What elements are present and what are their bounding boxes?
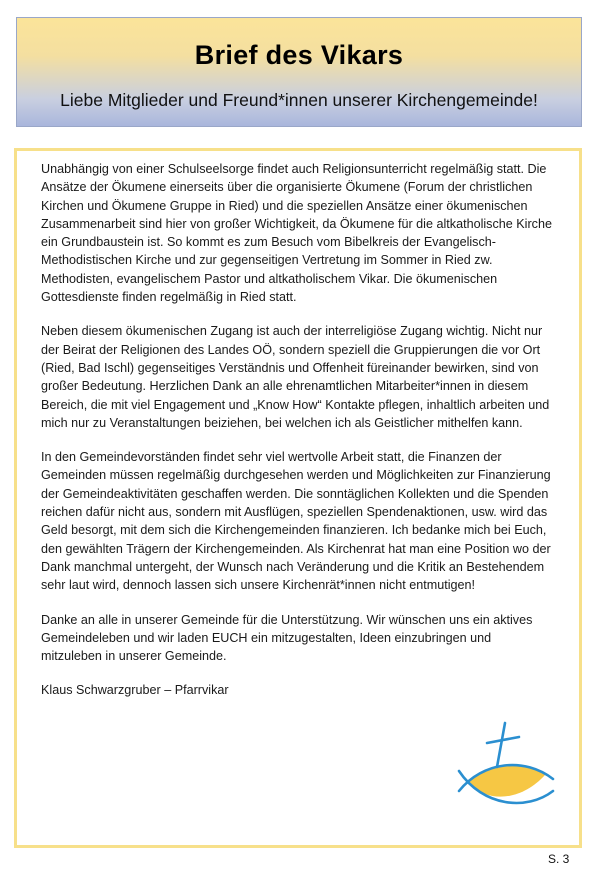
- fish-cross-icon: [453, 721, 563, 831]
- page-number: S. 3: [548, 852, 570, 866]
- paragraph-1: Unabhängig von einer Schulseelsorge findet auch Religionsunterricht regelmäßig statt. Die Ansätze der Ökumene einerseits über die organisierte Ökumene (Forum der christlichen Kirchen und Ökumene Gruppe in Ried) und die speziellen Ansätze einer ökumenischen Zusammenarbeit sind hier von großer Wichtigkeit, da Ökumene für die altkatholische Kirche ein Grundbaustein ist. So kommt es zum Besuch vom Bibelkreis der Evangelisch-Methodistischen Kirche und zur gegenseitigen Vertretung im Sommer in Ried zw. Methodisten, evangelischem Pastor und altkatholischem Vikar. Die ökumenischen Gottesdienste finden regelmäßig in Ried statt.: [41, 162, 552, 305]
- letter-box: [14, 148, 582, 848]
- signature: Klaus Schwarzgruber – Pfarrvikar: [41, 683, 229, 698]
- header-banner: [16, 17, 582, 127]
- paragraph-2: Neben diesem ökumenischen Zugang ist auch der interreligiöse Zugang wichtig. Nicht nur der Beirat der Religionen des Landes OÖ, sondern speziell die Gruppierungen die vor Ort (Ried, Bad Ischl) gegenseitiges Verständnis und Offenheit füreinander bewirken, sind von großer Bedeutung. Herzlichen Dank an alle ehrenamtlichen Mitarbeiter*innen in diesem Bereich, die mit viel Engagement und „Know How“ Kontakte pflegen, inhaltlich arbeiten und mich nur zu Veranstaltungen beiziehen, bei welchen ich als Geistlicher mithelfen kann.: [41, 324, 550, 430]
- page-title: Brief des Vikars: [194, 40, 404, 70]
- paragraph-3: In den Gemeindevorständen findet sehr viel wertvolle Arbeit statt, die Finanzen der Gemeinden müssen regelmäßig durchgesehen werden und Möglichkeiten zur Finanzierung der Gemeindeaktivitäten geschaffen werden. Die sonntäglichen Kollekten und die Spenden reichen dafür nicht aus, sondern mit Ausflügen, speziellen Spendenaktionen, usw. wird das Geld besorgt, mit dem sich die Kirchengemeinden finanzieren. Ich bedanke mich bei Euch, den gewählten Trägern der Kirchengemeinden. Als Kirchenrat hat man eine Position wo der Dank manchmal untergeht, der Wunsch nach Veränderung und die Kritik an Bestehendem sehr laut wird, dennoch lassen sich unsere Kirchenrät*innen nicht entmutigen!: [41, 450, 551, 593]
- paragraph-4: Danke an alle in unserer Gemeinde für die Unterstützung. Wir wünschen uns ein aktives Gemeindeleben und wir laden EUCH ein mitzugestalten, Ideen einzubringen und mitzuleben in unserer Gemeinde.: [41, 612, 533, 664]
- page-subtitle: Liebe Mitglieder und Freund*innen unserer Kirchengemeinde!: [60, 90, 538, 110]
- letter-body: [41, 160, 555, 700]
